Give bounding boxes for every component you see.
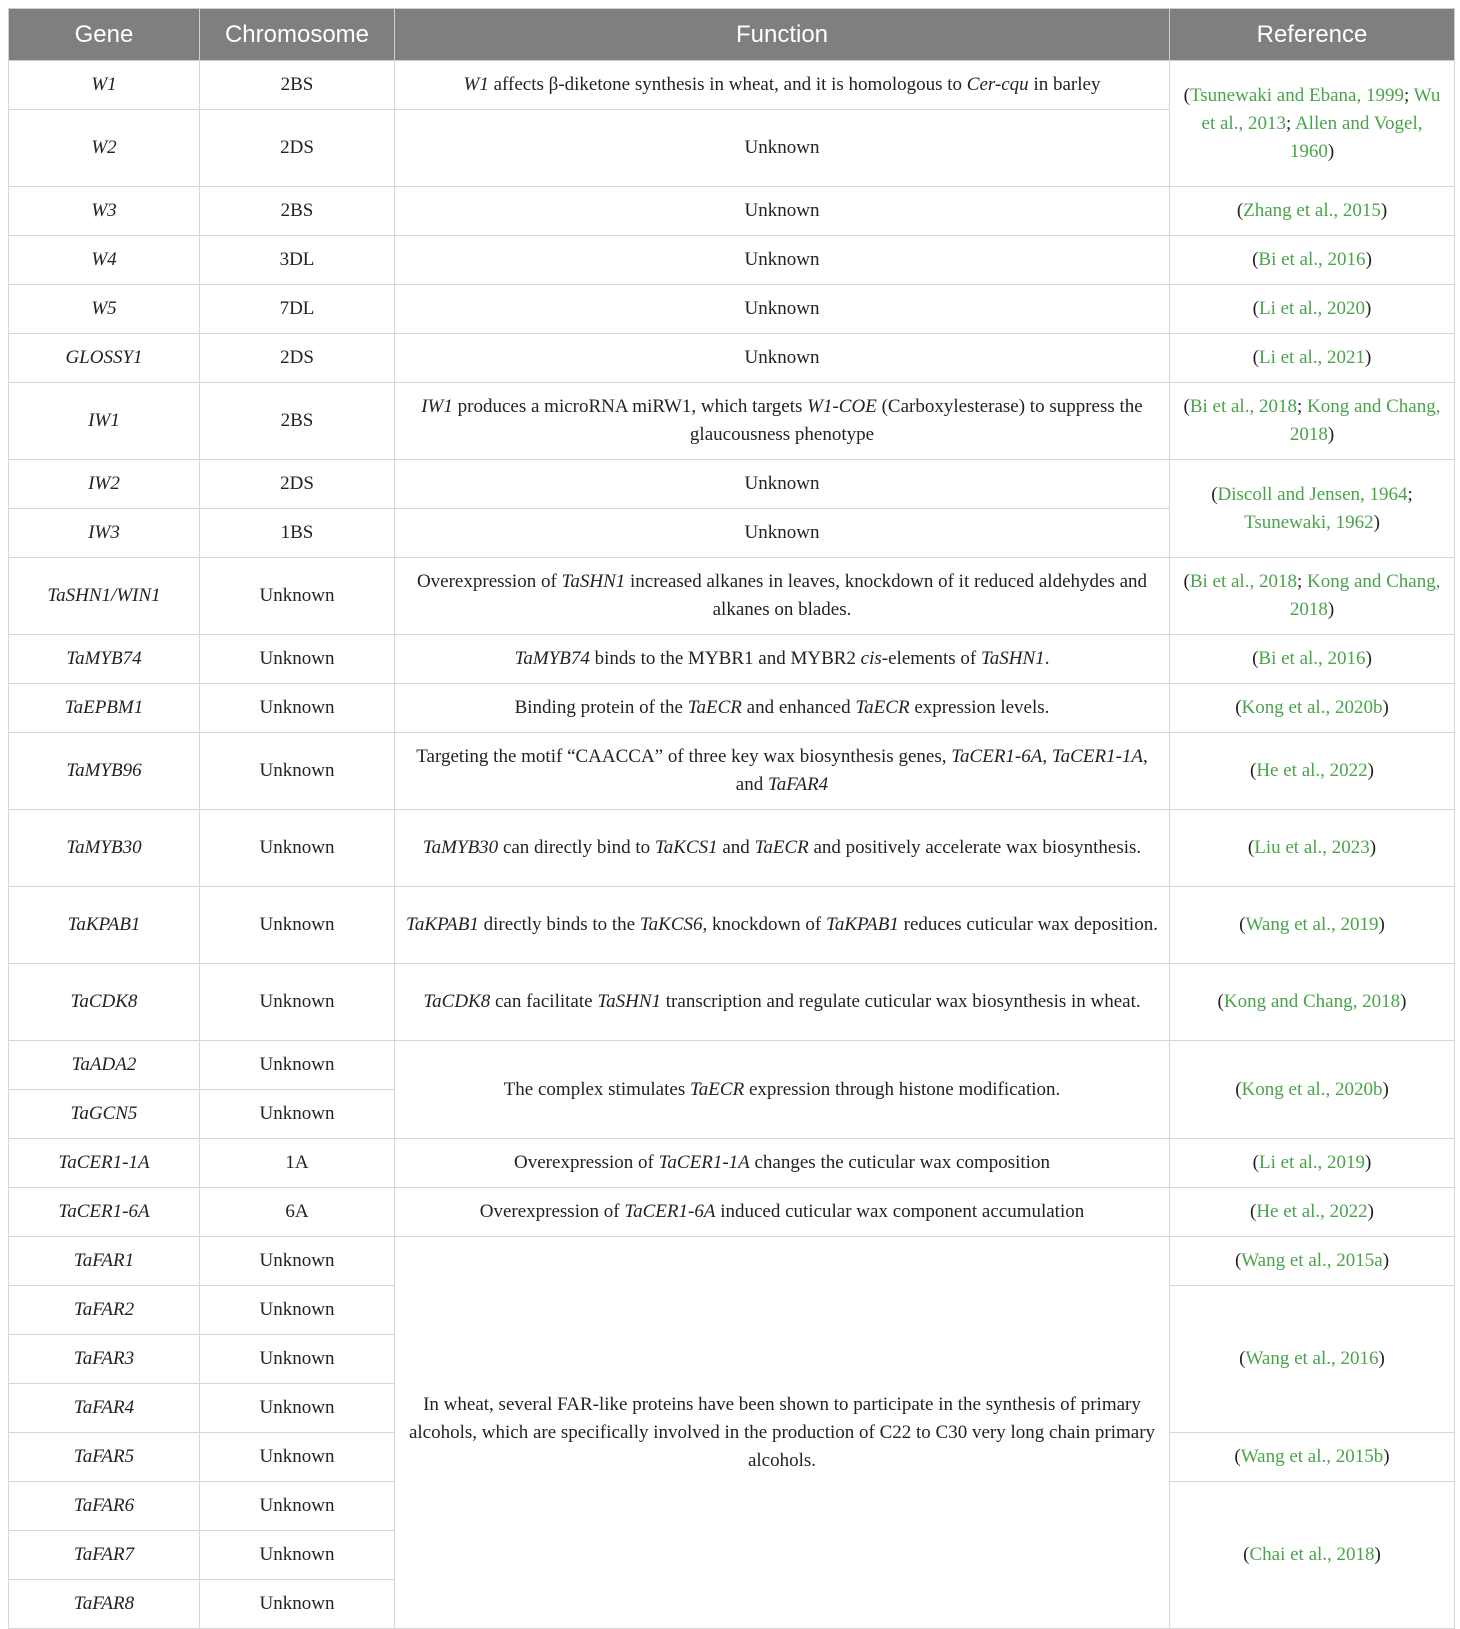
table-row [9,460,1455,509]
function-cell: Overexpression of TaCER1-1A changes the cuticular wax composition [395,1139,1170,1188]
table-row [9,635,1455,684]
function-cell: Overexpression of TaCER1-6A induced cuticular wax component accumulation [395,1188,1170,1237]
citation-link[interactable]: Bi et al., 2018 [1189,396,1297,417]
table-row [9,964,1455,1041]
citation-link[interactable]: Bi et al., 2016 [1258,648,1366,669]
chromosome-cell: Unknown [200,1384,395,1433]
chromosome-cell: Unknown [200,635,395,684]
reference-cell: (Kong et al., 2020b) [1170,684,1455,733]
function-cell: Overexpression of TaSHN1 increased alkanes in leaves, knockdown of it reduced aldehydes and alkanes on blades. [395,558,1170,635]
gene-cell: IW1 [9,383,200,460]
reference-cell: (Zhang et al., 2015) [1170,187,1455,236]
function-cell: The complex stimulates TaECR expression through histone modification. [395,1041,1170,1139]
chromosome-cell: Unknown [200,964,395,1041]
gene-cell: TaFAR5 [9,1433,200,1482]
table-row [9,558,1455,635]
chromosome-cell: 1A [200,1139,395,1188]
table-row [9,383,1455,460]
function-cell: Unknown [395,285,1170,334]
gene-cell: TaFAR8 [9,1580,200,1629]
citation-link[interactable]: Zhang et al., 2015 [1243,200,1381,221]
table-row [9,1188,1455,1237]
reference-cell: (Bi et al., 2016) [1170,635,1455,684]
function-cell: Targeting the motif “CAACCA” of three key wax biosynthesis genes, TaCER1-6A, TaCER1-1A, and TaFAR4 [395,733,1170,810]
chromosome-cell: 1BS [200,509,395,558]
chromosome-cell: Unknown [200,1580,395,1629]
citation-link[interactable]: Tsunewaki and Ebana, 1999 [1190,84,1404,106]
table-row [9,61,1455,110]
gene-cell: TaMYB74 [9,635,200,684]
table-row [9,733,1455,810]
function-cell: Unknown [395,110,1170,187]
citation-link[interactable]: Wu et al., 2013 [1201,84,1441,134]
gene-table [8,8,1455,1629]
reference-cell: (Li et al., 2021) [1170,334,1455,383]
table-row [9,285,1455,334]
table-row [9,1237,1455,1286]
gene-cell: IW2 [9,460,200,509]
citation-link[interactable]: Tsunewaki, 1962 [1244,511,1374,533]
gene-cell: TaSHN1/WIN1 [9,558,200,635]
gene-cell: W4 [9,236,200,285]
citation-link[interactable]: Wang et al., 2015a [1241,1250,1383,1271]
function-cell: Unknown [395,334,1170,383]
header-function: Function [395,9,1170,61]
reference-cell: (Bi et al., 2018; Kong and Chang, 2018) [1170,383,1455,460]
citation-link[interactable]: Wang et al., 2016 [1245,1348,1379,1369]
function-cell: Unknown [395,509,1170,558]
header-row [9,9,1455,61]
chromosome-cell: Unknown [200,684,395,733]
chromosome-cell: 2BS [200,383,395,460]
reference-cell: (He et al., 2022) [1170,733,1455,810]
reference-cell: (Li et al., 2019) [1170,1139,1455,1188]
chromosome-cell: Unknown [200,1090,395,1139]
header-gene: Gene [9,9,200,61]
reference-cell: (Tsunewaki and Ebana, 1999; Wu et al., 2013; Allen and Vogel, 1960) [1170,61,1455,187]
reference-cell: (Kong et al., 2020b) [1170,1041,1455,1139]
reference-cell: (Wang et al., 2016) [1170,1286,1455,1433]
table-row [9,1041,1455,1090]
gene-cell: TaKPAB1 [9,887,200,964]
citation-link[interactable]: Discoll and Jensen, 1964 [1217,483,1408,505]
function-cell: W1 affects β-diketone synthesis in wheat, and it is homologous to Cer-cqu in barley [395,61,1170,110]
chromosome-cell: 6A [200,1188,395,1237]
citation-link[interactable]: Kong and Chang, 2018 [1289,571,1441,620]
reference-cell: (Wang et al., 2015a) [1170,1237,1455,1286]
citation-link[interactable]: Kong et al., 2020b [1241,1078,1383,1100]
reference-cell: (Liu et al., 2023) [1170,810,1455,887]
chromosome-cell: 2DS [200,460,395,509]
gene-cell: TaMYB30 [9,810,200,887]
chromosome-cell: Unknown [200,1433,395,1482]
gene-cell: IW3 [9,509,200,558]
chromosome-cell: 2DS [200,334,395,383]
header-reference: Reference [1170,9,1455,61]
reference-cell: (Bi et al., 2018; Kong and Chang, 2018) [1170,558,1455,635]
reference-cell: (He et al., 2022) [1170,1188,1455,1237]
table-row [9,887,1455,964]
gene-cell: TaADA2 [9,1041,200,1090]
chromosome-cell: Unknown [200,810,395,887]
citation-link[interactable]: Allen and Vogel, 1960 [1289,112,1423,162]
chromosome-cell: Unknown [200,1335,395,1384]
chromosome-cell: 3DL [200,236,395,285]
table-row [9,236,1455,285]
reference-cell: (Wang et al., 2019) [1170,887,1455,964]
citation-link[interactable]: Li et al., 2021 [1258,347,1366,368]
citation-link[interactable]: Kong and Chang, 2018 [1289,396,1441,445]
gene-cell: TaFAR1 [9,1237,200,1286]
table-row [9,334,1455,383]
chromosome-cell: Unknown [200,733,395,810]
gene-cell: GLOSSY1 [9,334,200,383]
citation-link[interactable]: Liu et al., 2023 [1254,837,1370,858]
citation-link[interactable]: Li et al., 2019 [1258,1152,1366,1173]
function-cell: TaMYB30 can directly bind to TaKCS1 and TaECR and positively accelerate wax biosynthesis. [395,810,1170,887]
chromosome-cell: Unknown [200,1482,395,1531]
gene-cell: W5 [9,285,200,334]
gene-cell: W2 [9,110,200,187]
chromosome-cell: Unknown [200,558,395,635]
reference-cell: (Wang et al., 2015b) [1170,1433,1455,1482]
chromosome-cell: Unknown [200,1041,395,1090]
reference-cell: (Li et al., 2020) [1170,285,1455,334]
chromosome-cell: Unknown [200,887,395,964]
chromosome-cell: 2BS [200,187,395,236]
gene-cell: TaMYB96 [9,733,200,810]
chromosome-cell: Unknown [200,1531,395,1580]
table-container [8,8,1454,1629]
chromosome-cell: 7DL [200,285,395,334]
table-row [9,684,1455,733]
gene-cell: TaFAR3 [9,1335,200,1384]
citation-link[interactable]: Kong et al., 2020b [1241,697,1383,718]
reference-cell: (Bi et al., 2016) [1170,236,1455,285]
gene-cell: W3 [9,187,200,236]
chromosome-cell: 2BS [200,61,395,110]
citation-link[interactable]: Chai et al., 2018 [1249,1544,1375,1565]
header-chromosome: Chromosome [200,9,395,61]
function-cell: IW1 produces a microRNA miRW1, which targets W1-COE (Carboxylesterase) to suppress the glaucousness phenotype [395,383,1170,460]
chromosome-cell: 2DS [200,110,395,187]
gene-cell: TaFAR7 [9,1531,200,1580]
reference-cell: (Discoll and Jensen, 1964; Tsunewaki, 1962) [1170,460,1455,558]
reference-cell: (Chai et al., 2018) [1170,1482,1455,1629]
chromosome-cell: Unknown [200,1237,395,1286]
function-cell: Binding protein of the TaECR and enhanced TaECR expression levels. [395,684,1170,733]
function-cell: TaCDK8 can facilitate TaSHN1 transcription and regulate cuticular wax biosynthesis in wheat. [395,964,1170,1041]
citation-link[interactable]: Li et al., 2020 [1258,298,1366,319]
citation-link[interactable]: He et al., 2022 [1256,760,1368,781]
gene-cell: TaCER1-1A [9,1139,200,1188]
citation-link[interactable]: Kong and Chang, 2018 [1223,991,1401,1012]
function-cell: TaMYB74 binds to the MYBR1 and MYBR2 cis-elements of TaSHN1. [395,635,1170,684]
chromosome-cell: Unknown [200,1286,395,1335]
gene-cell: TaFAR4 [9,1384,200,1433]
function-cell: Unknown [395,460,1170,509]
table-row [9,810,1455,887]
citation-link[interactable]: Bi et al., 2018 [1189,571,1297,592]
function-cell: TaKPAB1 directly binds to the TaKCS6, knockdown of TaKPAB1 reduces cuticular wax deposition. [395,887,1170,964]
citation-link[interactable]: He et al., 2022 [1256,1201,1368,1222]
gene-cell: W1 [9,61,200,110]
function-cell: Unknown [395,236,1170,285]
function-cell: Unknown [395,187,1170,236]
citation-link[interactable]: Wang et al., 2015b [1240,1446,1384,1467]
gene-cell: TaEPBM1 [9,684,200,733]
gene-cell: TaFAR6 [9,1482,200,1531]
table-row [9,187,1455,236]
gene-cell: TaCER1-6A [9,1188,200,1237]
citation-link[interactable]: Wang et al., 2019 [1245,914,1379,935]
reference-cell: (Kong and Chang, 2018) [1170,964,1455,1041]
gene-cell: TaGCN5 [9,1090,200,1139]
function-cell: In wheat, several FAR-like proteins have been shown to participate in the synthesis of primary alcohols, which are specifically involved in the production of C22 to C30 very long chain primary alcohols. [395,1237,1170,1629]
table-row [9,1139,1455,1188]
gene-cell: TaFAR2 [9,1286,200,1335]
citation-link[interactable]: Bi et al., 2016 [1258,249,1366,270]
gene-cell: TaCDK8 [9,964,200,1041]
